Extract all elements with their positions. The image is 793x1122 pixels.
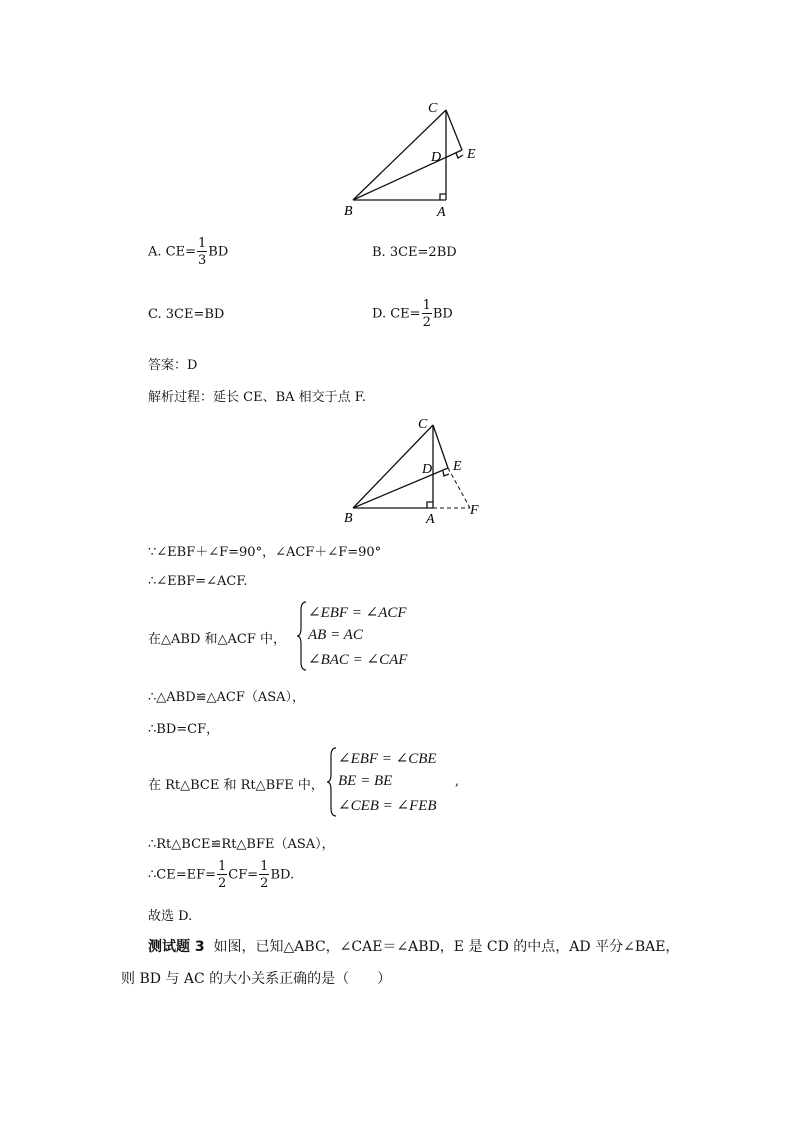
step-8-mid: CF=	[228, 867, 259, 883]
option-d-den: 2	[422, 315, 431, 330]
step-8-num-2: 1	[260, 859, 269, 874]
system2-line3: ∠CEB = ∠FEB	[338, 798, 437, 814]
step-5: ∴BD=CF，	[148, 722, 220, 737]
option-a-num: 1	[197, 236, 207, 251]
step-8-fraction-2	[259, 860, 269, 890]
question-3-title: 测试题 3	[148, 939, 205, 955]
figure-2-triangle	[330, 412, 490, 527]
step-9: 故选 D.	[148, 909, 193, 924]
label2-d: D	[422, 462, 433, 477]
system1-line2: AB = AC	[308, 627, 363, 643]
label-b: B	[344, 204, 353, 219]
step-8-prefix: ∴CE=EF=	[148, 867, 217, 883]
step-8	[148, 860, 294, 890]
left-brace-1	[296, 600, 308, 672]
option-a	[148, 237, 228, 267]
system1-line3: ∠BAC = ∠CAF	[308, 652, 408, 668]
label-a: A	[437, 205, 446, 220]
label2-e: E	[453, 459, 462, 474]
question-3-line2: 则 BD 与 AC 的大小关系正确的是（ ）	[121, 971, 392, 987]
step-7: ∴Rt△BCE≌Rt△BFE（ASA），	[148, 837, 335, 852]
label2-a: A	[426, 512, 435, 527]
label-d: D	[431, 150, 442, 165]
system2-line1: ∠EBF = ∠CBE	[338, 751, 437, 767]
option-a-den: 3	[197, 253, 207, 268]
left-brace-2	[326, 746, 338, 818]
option-d-num: 1	[422, 298, 431, 313]
option-d	[372, 299, 453, 329]
system2-suffix: ,	[455, 774, 460, 789]
option-b: B. 3CE=2BD	[372, 245, 457, 260]
answer: 答案：D	[148, 358, 198, 373]
analysis-intro: 解析过程：延长 CE、BA 相交于点 F.	[148, 390, 366, 405]
option-d-fraction	[422, 299, 432, 329]
question-3-line1	[148, 936, 679, 956]
figure-1-triangle	[330, 95, 500, 220]
option-d-prefix: D. CE=	[372, 306, 421, 322]
label2-c: C	[418, 417, 428, 432]
label-e: E	[467, 147, 476, 162]
label-c: C	[428, 101, 438, 116]
system1-line1: ∠EBF = ∠ACF	[308, 605, 407, 621]
option-c: C. 3CE=BD	[148, 307, 225, 322]
step-6-prefix: 在 Rt△BCE 和 Rt△BFE 中，	[148, 778, 324, 793]
system2-line2: BE = BE	[338, 773, 393, 789]
option-d-suffix: BD	[432, 306, 453, 322]
step-8-num-1: 1	[218, 859, 227, 874]
step-1: ∵∠EBF＋∠F=90°，∠ACF＋∠F=90°	[148, 545, 382, 560]
step-4: ∴△ABD≌△ACF（ASA），	[148, 690, 306, 705]
option-a-prefix: A. CE=	[148, 244, 196, 260]
step-8-den-2: 2	[260, 876, 269, 891]
step-8-fraction-1	[217, 860, 227, 890]
question-3-text1: 如图，已知△ABC，∠CAE＝∠ABD，E 是 CD 的中点，AD 平分∠BAE，	[213, 939, 680, 955]
step-8-suffix: BD.	[270, 867, 295, 883]
label2-f: F	[470, 503, 479, 518]
option-a-fraction	[197, 237, 207, 267]
step-2: ∴∠EBF=∠ACF.	[148, 574, 248, 589]
step-8-den-1: 2	[218, 876, 227, 891]
label2-b: B	[344, 511, 353, 526]
option-a-suffix: BD	[208, 244, 229, 260]
step-3-prefix: 在△ABD 和△ACF 中，	[148, 632, 286, 647]
